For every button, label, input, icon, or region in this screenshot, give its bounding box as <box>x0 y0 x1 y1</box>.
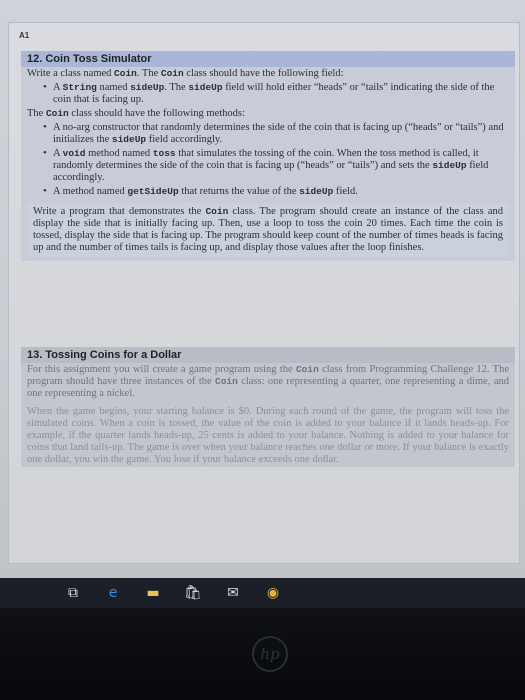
file-explorer-icon[interactable]: ▬ <box>146 585 160 601</box>
store-icon[interactable]: 🛍 <box>184 585 202 601</box>
page-id: A1 <box>19 31 30 40</box>
section-title: 13. Tossing Coins for a Dollar <box>21 347 515 363</box>
list-item: • A no-arg constructor that randomly determines the side of the coin that is facing up (“heads” or “tails”) and initializes the sideUp field accordingly. <box>43 121 509 147</box>
section-coin-toss-simulator <box>21 51 515 261</box>
program-description: Write a program that demonstrates the Coin class. The program should create an instance of the class and display the side that is initially facing up. Then, use a loop to toss the coin 20 times. Each time the coin is tossed, display the side that is facing up. The program should keep count of the number of times heads is facing up and the number of times tails is facing up, and display those values after the loop finishes. <box>33 206 503 253</box>
method-list <box>21 121 515 199</box>
code-term: sideUp <box>432 160 467 171</box>
code-term: getSideUp <box>127 186 179 197</box>
chrome-icon[interactable]: ◉ <box>266 585 280 601</box>
mail-icon[interactable]: ✉ <box>227 585 239 601</box>
code-term: Coin <box>114 68 137 79</box>
intro-text: Write a class named Coin. The Coin class should have the following field: <box>27 68 344 79</box>
code-term: Coin <box>205 206 229 217</box>
code-term: String <box>62 82 97 93</box>
code-term: Coin <box>295 364 319 375</box>
code-term: toss <box>152 148 176 159</box>
assignment-text: For this assignment you will create a game program using the Coin class from Programming Challenge 12. The program should have three instances of the Coin class: one representing a quarter, one representing a dime, and one representing a nickel. <box>27 364 509 399</box>
list-item: • A void method named toss that simulates the tossing of the coin. When the toss method is called, it randomly determines the side of the coin that is facing up (“heads” or “tails”) and sets the sideUp field accordingly. <box>43 147 509 185</box>
code-term: sideUp <box>299 186 334 197</box>
document-page <box>8 22 520 564</box>
field-list <box>21 81 515 107</box>
taskbar <box>0 578 525 608</box>
list-item: • A method named getSideUp that returns the value of the sideUp field. <box>43 185 509 199</box>
program-description-box <box>27 203 509 257</box>
list-item: • A String named sideUp. The sideUp field will hold either “heads” or “tails” indicating the side of the coin that is facing up. <box>43 81 509 107</box>
code-term: Coin <box>160 68 184 79</box>
hp-logo: hp <box>252 636 288 672</box>
task-view-icon[interactable]: ⧉ <box>68 585 78 601</box>
code-term: Coin <box>45 108 69 119</box>
code-term: sideUp <box>188 82 223 93</box>
game-rules-text: When the game begins, your starting balance is $0. During each round of the game, the program will toss the simulated coins. When a coin is tossed, the value of the coin is added to your balance if it lands heads-up. For example, if the quarter lands heads-up, 25 cents is added to your balance. Nothing is added to your balance for coins that land tails-up. The game is over when your balance reaches one dollar or more. If your balance is exactly one dollar, you win the game. You lose if your balance exceeds one dollar. <box>27 406 509 465</box>
code-term: sideUp <box>111 134 147 145</box>
code-term: void <box>62 148 86 159</box>
code-term: sideUp <box>130 82 165 93</box>
section-title: 12. Coin Toss Simulator <box>21 51 515 67</box>
code-term: Coin <box>215 376 238 387</box>
methods-intro-text: The Coin class should have the following methods: <box>27 108 245 119</box>
edge-browser-icon[interactable]: e <box>108 585 118 601</box>
section-tossing-coins <box>21 347 515 467</box>
